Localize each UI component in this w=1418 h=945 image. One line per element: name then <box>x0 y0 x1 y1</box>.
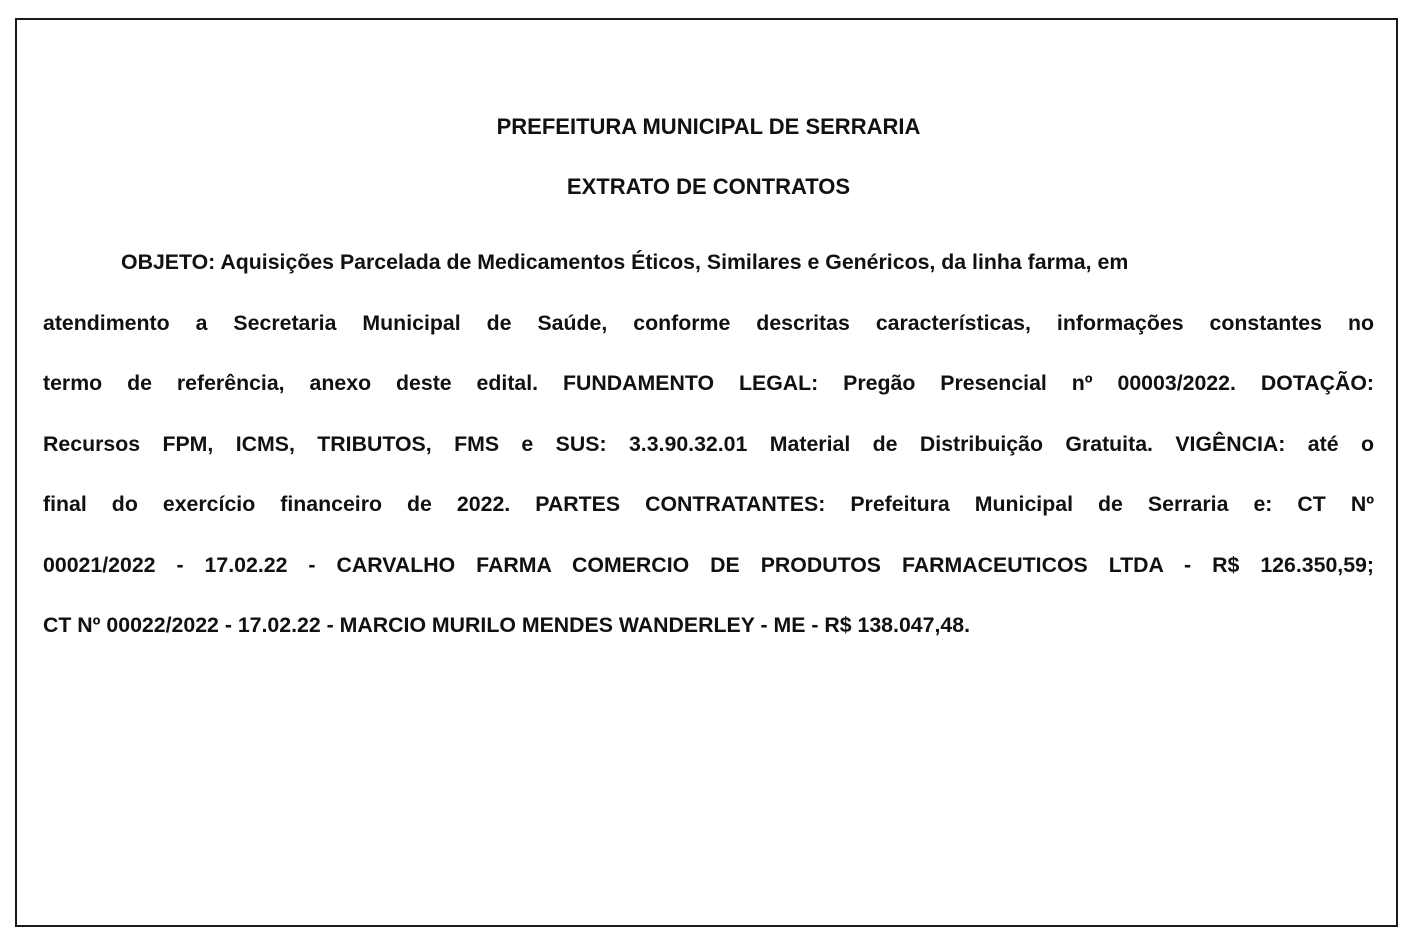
paragraph-line: OBJETO: Aquisições Parcelada de Medicamentos Éticos, Similares e Genéricos, da linha farma, em <box>121 250 1129 274</box>
document-content <box>43 112 1374 656</box>
document-subtitle: EXTRATO DE CONTRATOS <box>566 174 851 199</box>
contract-extract-paragraph <box>43 232 1374 656</box>
paragraph-line: final do exercício financeiro de 2022. PARTES CONTRATANTES: Prefeitura Municipal de Serraria e: CT Nº <box>43 492 1374 516</box>
paragraph-line: 00021/2022 - 17.02.22 - CARVALHO FARMA COMERCIO DE PRODUTOS FARMACEUTICOS LTDA - R$ 126.350,59; <box>43 552 1374 577</box>
paragraph-line: Recursos FPM, ICMS, TRIBUTOS, FMS e SUS: 3.3.90.32.01 Material de Distribuição Gratuita. VIGÊNCIA: até o <box>43 431 1374 456</box>
page-title: PREFEITURA MUNICIPAL DE SERRARIA <box>496 114 921 139</box>
paragraph-line: termo de referência, anexo deste edital. FUNDAMENTO LEGAL: Pregão Presencial nº 00003/2022. DOTAÇÃO: <box>43 371 1374 395</box>
paragraph-line: atendimento a Secretaria Municipal de Saúde, conforme descritas características, informações constantes no <box>43 310 1374 335</box>
document-frame <box>15 18 1398 927</box>
paragraph-line: CT Nº 00022/2022 - 17.02.22 - MARCIO MURILO MENDES WANDERLEY - ME - R$ 138.047,48. <box>43 613 970 637</box>
